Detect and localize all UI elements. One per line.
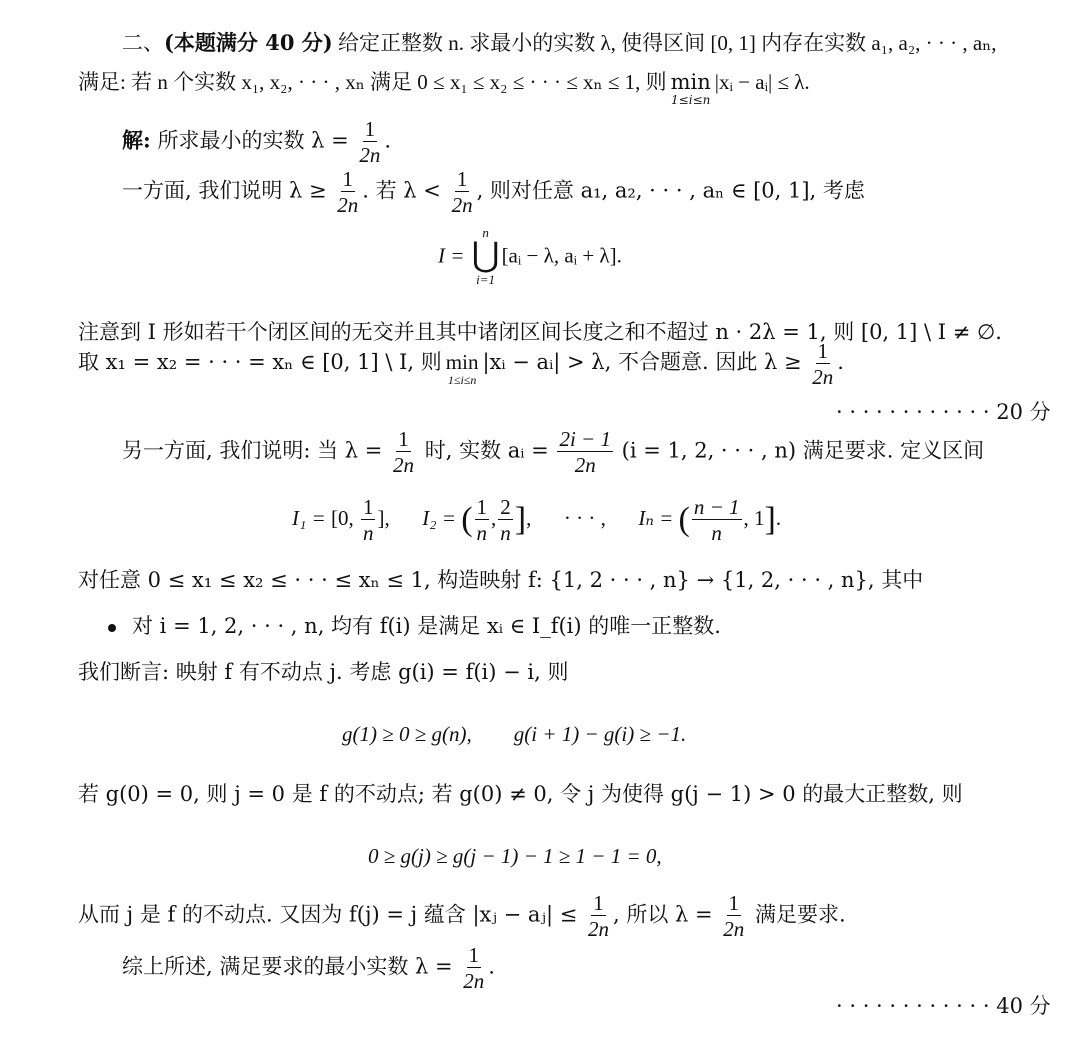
problem-number: 二、 [122,31,164,55]
equation-g-chain: 0 ≥ g(j) ≥ g(j − 1) − 1 ≥ 1 − 1 = 0, [368,844,662,868]
min-operator: min 1≤i≤n [670,70,711,107]
paragraph-other-side: 另一方面, 我们说明: 当 λ = $\frac{1}{2n}$ 时, 实数 aᵢ = $\frac{2i - 1}{2n}$ (i = 1, 2, · · · , n) 满足要求. 定义区间 [122,427,985,478]
problem-stmt-1: 给定正整数 n. 求最小的实数 λ, 使得区间 [0, 1] 内存在实数 a₁, a₂, · · · , aₙ, [332,31,997,55]
score-40: · · · · · · · · · · · · 40 分 [836,994,1051,1018]
problem-line-2 [78,72,810,106]
paragraph-take-x: 取 x₁ = x₂ = · · · = xₙ ∈ [0, 1] \ I, 则 min 1≤i≤n |xᵢ − aᵢ| > λ, 不合题意. 因此 λ ≥ $\frac{1}{2n}$ . [78,339,844,390]
fraction-1-over-2n: $\frac{1}{2n}$ [359,117,381,168]
problem-stmt-2b: |xᵢ − aᵢ| ≤ λ. [714,70,810,94]
union-equation: I = n ⋃ i=1 [aᵢ − λ, aᵢ + λ]. [438,225,622,287]
paragraph-conclusion: 综上所述, 满足要求的最小实数 λ = $\frac{1}{2n}$ . [122,943,495,994]
intervals-definition: I₁ = [0, $\frac{1}{n}$ ], I₂ = ( $\frac{1}{n}$ , $\frac{2}{n}$ ], · · · , Iₙ = ( $\frac{n - 1}{n}$ , 1]. [292,495,782,546]
paragraph-map: 对任意 0 ≤ x₁ ≤ x₂ ≤ · · · ≤ xₙ ≤ 1, 构造映射 f: {1, 2 · · · , n} → {1, 2, · · · , n}, 其中 [78,568,924,592]
problem-stmt-2a: 满足: 若 n 个实数 x₁, x₂, · · · , xₙ 满足 0 ≤ x₁ ≤ x₂ ≤ · · · ≤ xₙ ≤ 1, 则 [78,70,667,94]
answer-line: 解: 所求最小的实数 λ = $\frac{1}{2n}$ . [122,117,392,168]
paragraph-fixed-point: 从而 j 是 f 的不动点. 又因为 f(j) = j 蕴含 |xⱼ − aⱼ| ≤ $\frac{1}{2n}$ , 所以 λ = $\frac{1}{2n}$ 满足要求. [78,891,846,942]
paragraph-cases: 若 g(0) = 0, 则 j = 0 是 f 的不动点; 若 g(0) ≠ 0, 令 j 为使得 g(j − 1) > 0 的最大正整数, 则 [78,782,963,806]
points-note: (本题满分 40 分) [164,30,333,55]
paragraph-claim: 我们断言: 映射 f 有不动点 j. 考虑 g(i) = f(i) − i, 则 [78,660,569,684]
paragraph-one-side: 一方面, 我们说明 λ ≥ $\frac{1}{2n}$ . 若 λ < $\frac{1}{2n}$ , 则对任意 a₁, a₂, · · · , aₙ ∈ [0, 1], 考虑 [122,167,865,218]
bullet-dot [108,624,116,632]
bigcup-operator: n ⋃ i=1 [471,225,500,287]
solution-label: 解: [122,127,151,153]
bullet-item: 对 i = 1, 2, · · · , n, 均有 f(i) 是满足 xᵢ ∈ I_f(i) 的唯一正整数. [108,616,721,637]
problem-line-1 [122,32,997,54]
score-20: · · · · · · · · · · · · 20 分 [836,400,1051,424]
paragraph-disjoint: 注意到 I 形如若干个闭区间的无交并且其中诸闭区间长度之和不超过 n · 2λ = 1, 则 [0, 1] \ I ≠ ∅. [78,320,1002,344]
equation-g-bounds: g(1) ≥ 0 ≥ g(n), g(i + 1) − g(i) ≥ −1. [342,722,687,746]
